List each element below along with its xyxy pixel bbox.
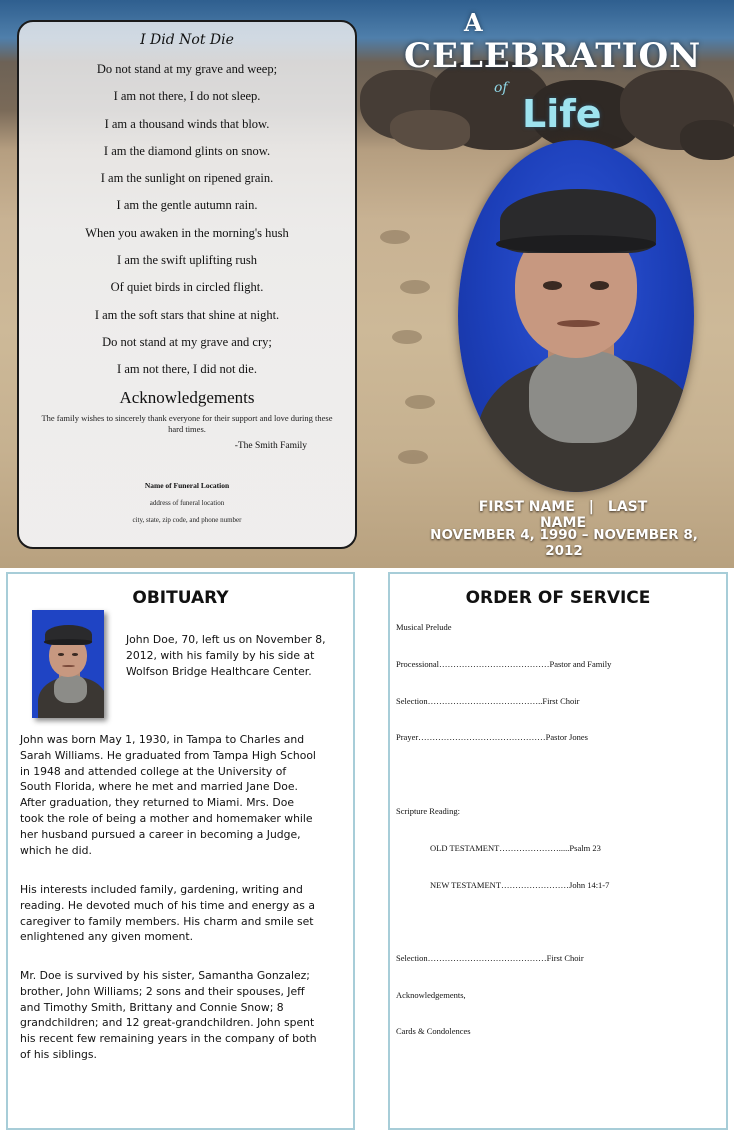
service-item: OLD TESTAMENT………………….....Psalm 23 [430,843,601,853]
portrait-photo [458,140,694,492]
poem-title: I Did Not Die [140,32,234,48]
order-of-service-panel [388,572,728,1130]
acknowledgements-text: The family wishes to sincerely thank everyone for their support and love during these hard times. [41,412,333,434]
acknowledgements-signature: -The Smith Family [234,440,307,451]
poem-line: I am the soft stars that shine at night. [94,307,280,322]
footprint-shape [392,330,422,344]
service-item: Processional…………………………………Pastor and Family [396,659,612,669]
person-illustration [458,140,694,492]
poem-line: I am not there, I do not sleep. [113,89,261,104]
poem-line: I am not there, I did not die. [117,362,257,377]
order-of-service-title: ORDER OF SERVICE [465,588,651,608]
first-name: FIRST NAME [478,499,575,515]
poem-line: I am the sunlight on ripened grain. [100,171,274,186]
funeral-location-city: city, state, zip code, and phone number [132,515,242,524]
obituary-title: OBITUARY [132,588,229,608]
obituary-panel [6,572,355,1130]
poem-line: I am the diamond glints on snow. [103,143,271,158]
service-item: NEW TESTAMENT……………………John 14:1-7 [430,880,610,890]
acknowledgements-heading: Acknowledgements [119,387,255,407]
last-name: LAST NAME [539,499,648,531]
footprint-shape [405,395,435,409]
service-item: Selection…………………………………..First Choir [396,696,580,706]
footprint-shape [400,280,430,294]
service-item: Selection……………………………………First Choir [396,953,584,963]
funeral-location-name: Name of Funeral Location [144,480,230,490]
funeral-location-address: address of funeral location [149,498,225,507]
title-of: of [494,80,508,96]
obituary-intro: John Doe, 70, left us on November 8, 2012, with his family by his side at Wolfson Bridge Healthcare Center. [126,633,326,678]
title-life: Life [522,92,602,136]
poem-line: I am the gentle autumn rain. [116,198,258,213]
service-item: Prayer………………………………………Pastor Jones [396,732,588,742]
service-item: Cards & Condolences [396,1026,471,1036]
poem-line: Do not stand at my grave and weep; [96,62,278,76]
obituary-paragraph: Mr. Doe is survived by his sister, Samantha Gonzalez; brother, John Williams; 2 sons and their spouses, Jeff and Timothy Smith, Brittany and Connie Snow; 8 grandchildren; and 12 great-grandchildren. John spent his recent few remaining years in the company of both of his siblings. [20,969,317,1061]
poem-line: I am a thousand winds that blow. [104,116,270,131]
service-item: Scripture Reading: [396,806,460,816]
poem-line: I am the swift uplifting rush [117,253,257,268]
footprint-shape [398,450,428,464]
obituary-paragraph: John was born May 1, 1930, in Tampa to Charles and Sarah Williams. He graduated from Tampa High School in 1948 and attended college at the University of South Florida, where he met and married Jane Doe. After graduation, they returned to Miami. Mrs. Doe took the role of being a mother and homemaker while her husband pursued a career in becoming a Judge, which he did. [20,733,316,857]
poem-line: Of quiet birds in circled flight. [110,280,264,295]
title-a: A [464,8,483,37]
footprint-shape [380,230,410,244]
service-item: Musical Prelude [396,622,452,632]
obituary-paragraph: His interests included family, gardening, writing and reading. He devoted much of his time and energy as a caregiver to family members. His charm and smile set enlightened any given moment. [20,883,315,944]
name-separator: | [588,499,594,515]
obituary-photo [32,610,104,718]
person-illustration [32,610,104,718]
poem-line: Do not stand at my grave and cry; [102,334,272,349]
life-dates: NOVEMBER 4, 1990 – NOVEMBER 8, 2012 [430,527,698,559]
poem-card [17,20,357,549]
title-celebration: CELEBRATION [404,36,702,76]
poem-line: When you awaken in the morning's hush [85,225,289,240]
service-item: Acknowledgements, [396,990,466,1000]
